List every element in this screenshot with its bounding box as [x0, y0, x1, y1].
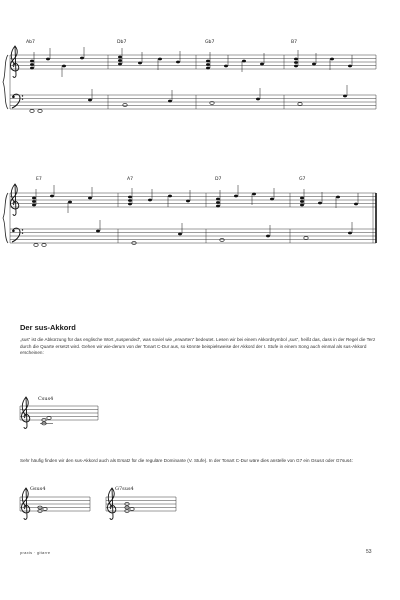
page-number: 53	[366, 549, 372, 555]
example-label: Csus4	[38, 396, 54, 402]
example-label: G7sus4	[115, 486, 134, 492]
chord-symbol: A7	[127, 177, 134, 182]
system-2	[3, 176, 376, 246]
example-label: Gsus4	[30, 486, 46, 492]
section-heading: Der sus-Akkord	[20, 323, 76, 332]
chord-symbol: Ab7	[26, 40, 35, 45]
paragraph-intro: „sus“ ist die Abkürzung für das englische Wort „suspended“, was soviel wie „erwarten“ bedeutet. Lesen wir bei einem Akkordsymbol „sus“, heißt das, dass in der Regel die Terz durch die Quarte ersetzt wird. Gehen wir wie-derum von der Tonart C-Dur aus, so könnte beispielsweise der Akkord der I. Stufe in einem Song auch einmal als sus-Akkord erscheinen:	[20, 337, 376, 356]
system-1	[3, 39, 376, 112]
example-g7sus4	[106, 486, 176, 519]
paragraph-dominant: Sehr häufig finden wir den sus-Akkord auch als Ersatz für die reguläre Dominante (V. Stufe). In der Tonart C-Dur wäre dies anstelle von G7 ein Gsus4 oder G7sus4:	[20, 458, 353, 463]
example-gsus4	[20, 486, 90, 519]
notes	[32, 193, 358, 247]
chord-symbol: Db7	[117, 40, 127, 45]
notes	[30, 56, 352, 113]
chord-symbol: E7	[36, 177, 42, 182]
chord-symbol: B7	[291, 40, 298, 45]
footer-publisher: praxis · gitarre	[20, 550, 51, 555]
chord-symbol: D7	[215, 177, 222, 182]
chord-symbol: G7	[299, 177, 306, 182]
example-csus4	[20, 396, 98, 428]
chord-symbol: Gb7	[205, 40, 215, 45]
